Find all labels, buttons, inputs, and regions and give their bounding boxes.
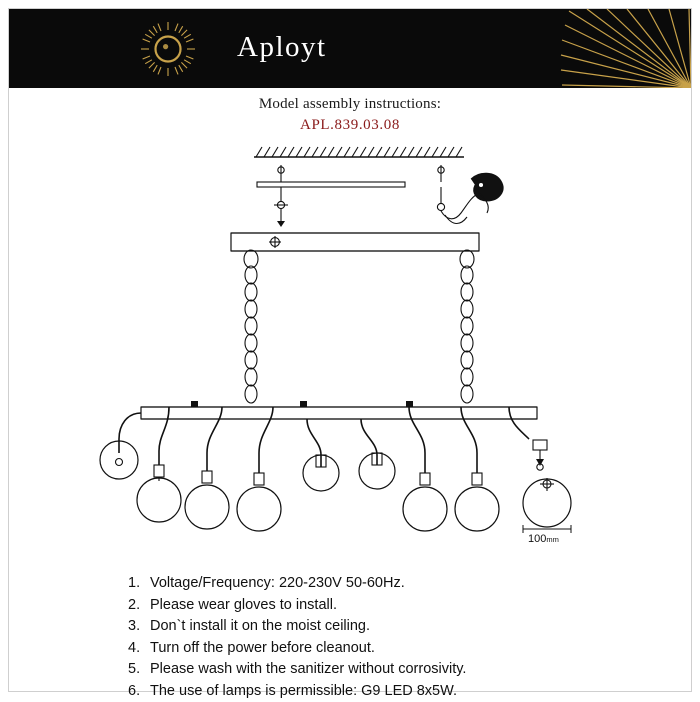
list-item (128, 595, 668, 617)
dimension-value: 100 (528, 533, 546, 545)
list-item-number: 4. (128, 638, 150, 660)
sunburst-logo-icon (140, 21, 196, 77)
list-item-text: Turn off the power before cleanout. (150, 638, 668, 660)
list-item (128, 638, 668, 660)
list-item-text: The use of lamps is permissible: G9 LED 8x5W. (150, 681, 668, 702)
list-item (128, 659, 668, 681)
list-item-text: Don`t install it on the moist ceiling. (150, 616, 668, 638)
model-code: APL.839.03.08 (0, 117, 700, 134)
list-item-number: 1. (128, 573, 150, 595)
list-item (128, 616, 668, 638)
list-item-text: Please wash with the sanitizer without corrosivity. (150, 659, 668, 681)
chandelier-assembly-diagram (9, 135, 691, 555)
title-primary: Model assembly instructions: (0, 96, 700, 113)
list-item-text: Please wear gloves to install. (150, 595, 668, 617)
dimension-unit: mm (546, 535, 559, 544)
brand-header (9, 9, 691, 88)
brand-name: Aployt (237, 31, 327, 64)
ray-fan-decoration-icon (461, 9, 691, 88)
list-item (128, 573, 668, 595)
list-item-number: 5. (128, 659, 150, 681)
list-item (128, 681, 668, 702)
list-item-number: 2. (128, 595, 150, 617)
document-title (0, 96, 700, 134)
dimension-label (528, 533, 559, 545)
list-item-number: 6. (128, 681, 150, 702)
list-item-number: 3. (128, 616, 150, 638)
list-item-text: Voltage/Frequency: 220-230V 50-60Hz. (150, 573, 668, 595)
instructions-list (128, 573, 668, 702)
